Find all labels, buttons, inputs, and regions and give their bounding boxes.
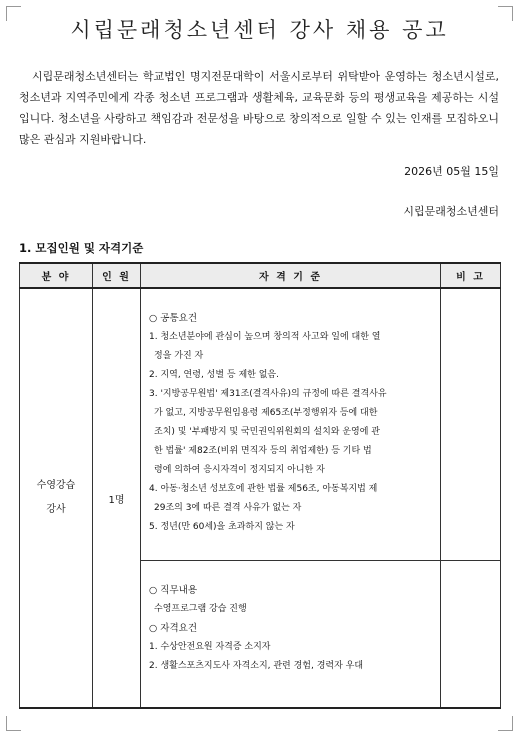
criteria-line: 5. 정년(만 60세)을 초과하지 않는 자 xyxy=(149,522,295,532)
table-header-row xyxy=(20,263,501,288)
document-date: 2026년 05월 15일 xyxy=(404,165,499,178)
common-heading: ○ 공통요건 xyxy=(149,313,198,324)
criteria-line: 가 없고, 지방공무원임용령 제65조(부정행위자 등에 대한 xyxy=(154,408,378,418)
document-title: 시립문래청소년센터 강사 채용 공고 xyxy=(70,18,449,42)
duty-heading: ○ 직무내용 xyxy=(149,584,198,596)
section-heading: 1. 모집인원 및 자격기준 xyxy=(19,241,144,255)
requirement-line: 1. 수상안전요원 자격증 소지자 xyxy=(149,641,271,652)
note-cell xyxy=(441,288,501,560)
header-count: 인 원 xyxy=(93,263,141,288)
field-role: 강사 xyxy=(46,504,66,515)
page-corner-mark xyxy=(498,716,513,731)
common-criteria-cell xyxy=(141,288,441,560)
requirement-line: 2. 생활스포츠지도사 자격소지, 관련 경험, 경력자 우대 xyxy=(149,660,364,671)
page-corner-mark xyxy=(6,716,21,731)
criteria-line: 2. 지역, 연령, 성별 등 제한 없음. xyxy=(149,370,279,380)
criteria-line: 조치) 및 '부패방지 및 국민권익위원회의 설치와 운영에 관 xyxy=(154,427,380,437)
header-note: 비 고 xyxy=(441,263,501,288)
header-field: 분 야 xyxy=(20,263,93,288)
note-cell xyxy=(441,560,501,708)
duty-text: 수영프로그램 강습 진행 xyxy=(154,603,247,614)
field-name: 수영강습 xyxy=(36,480,76,491)
recruitment-table xyxy=(19,262,501,709)
count-cell: 1명 xyxy=(93,288,141,708)
table-row xyxy=(20,288,501,560)
intro-paragraph xyxy=(19,66,499,150)
intro-text: 시립문래청소년센터는 학교법인 명지전문대학이 서울시로부터 위탁받아 운영하는 청소년시설로, 청소년과 지역주민에게 각종 청소년 프로그램과 생활체육, 교육문화 등의 평생교육을 제공하는 시설입니다. 청소년을 사랑하고 책임감과 전문성을 바탕으로 창의적으로 일할 수 있는 인재를 모집하오니 많은 관심과 지원바랍니다. xyxy=(19,70,499,146)
specific-criteria-cell xyxy=(141,560,441,708)
header-criteria: 자 격 기 준 xyxy=(141,263,441,288)
criteria-line: 29조의 3에 따른 결격 사유가 없는 자 xyxy=(154,503,302,513)
field-cell xyxy=(20,288,93,708)
criteria-line: 3. '지방공무원법' 제31조(결격사유)의 규정에 따른 결격사유 xyxy=(149,389,387,399)
organization-name: 시립문래청소년센터 xyxy=(403,205,499,218)
requirement-heading: ○ 자격요건 xyxy=(149,622,198,634)
criteria-line: 1. 청소년분야에 관심이 높으며 창의적 사고와 일에 대한 열 xyxy=(149,332,381,342)
criteria-line: 정을 가진 자 xyxy=(154,351,204,361)
criteria-line: 한 법률' 제82조(비위 면직자 등의 취업제한) 등 기타 법 xyxy=(154,446,372,456)
criteria-line: 령에 의하여 응시자격이 정지되지 아니한 자 xyxy=(154,465,325,475)
criteria-line: 4. 아동·청소년 성보호에 관한 법률 제56조, 아동복지법 제 xyxy=(149,484,378,494)
